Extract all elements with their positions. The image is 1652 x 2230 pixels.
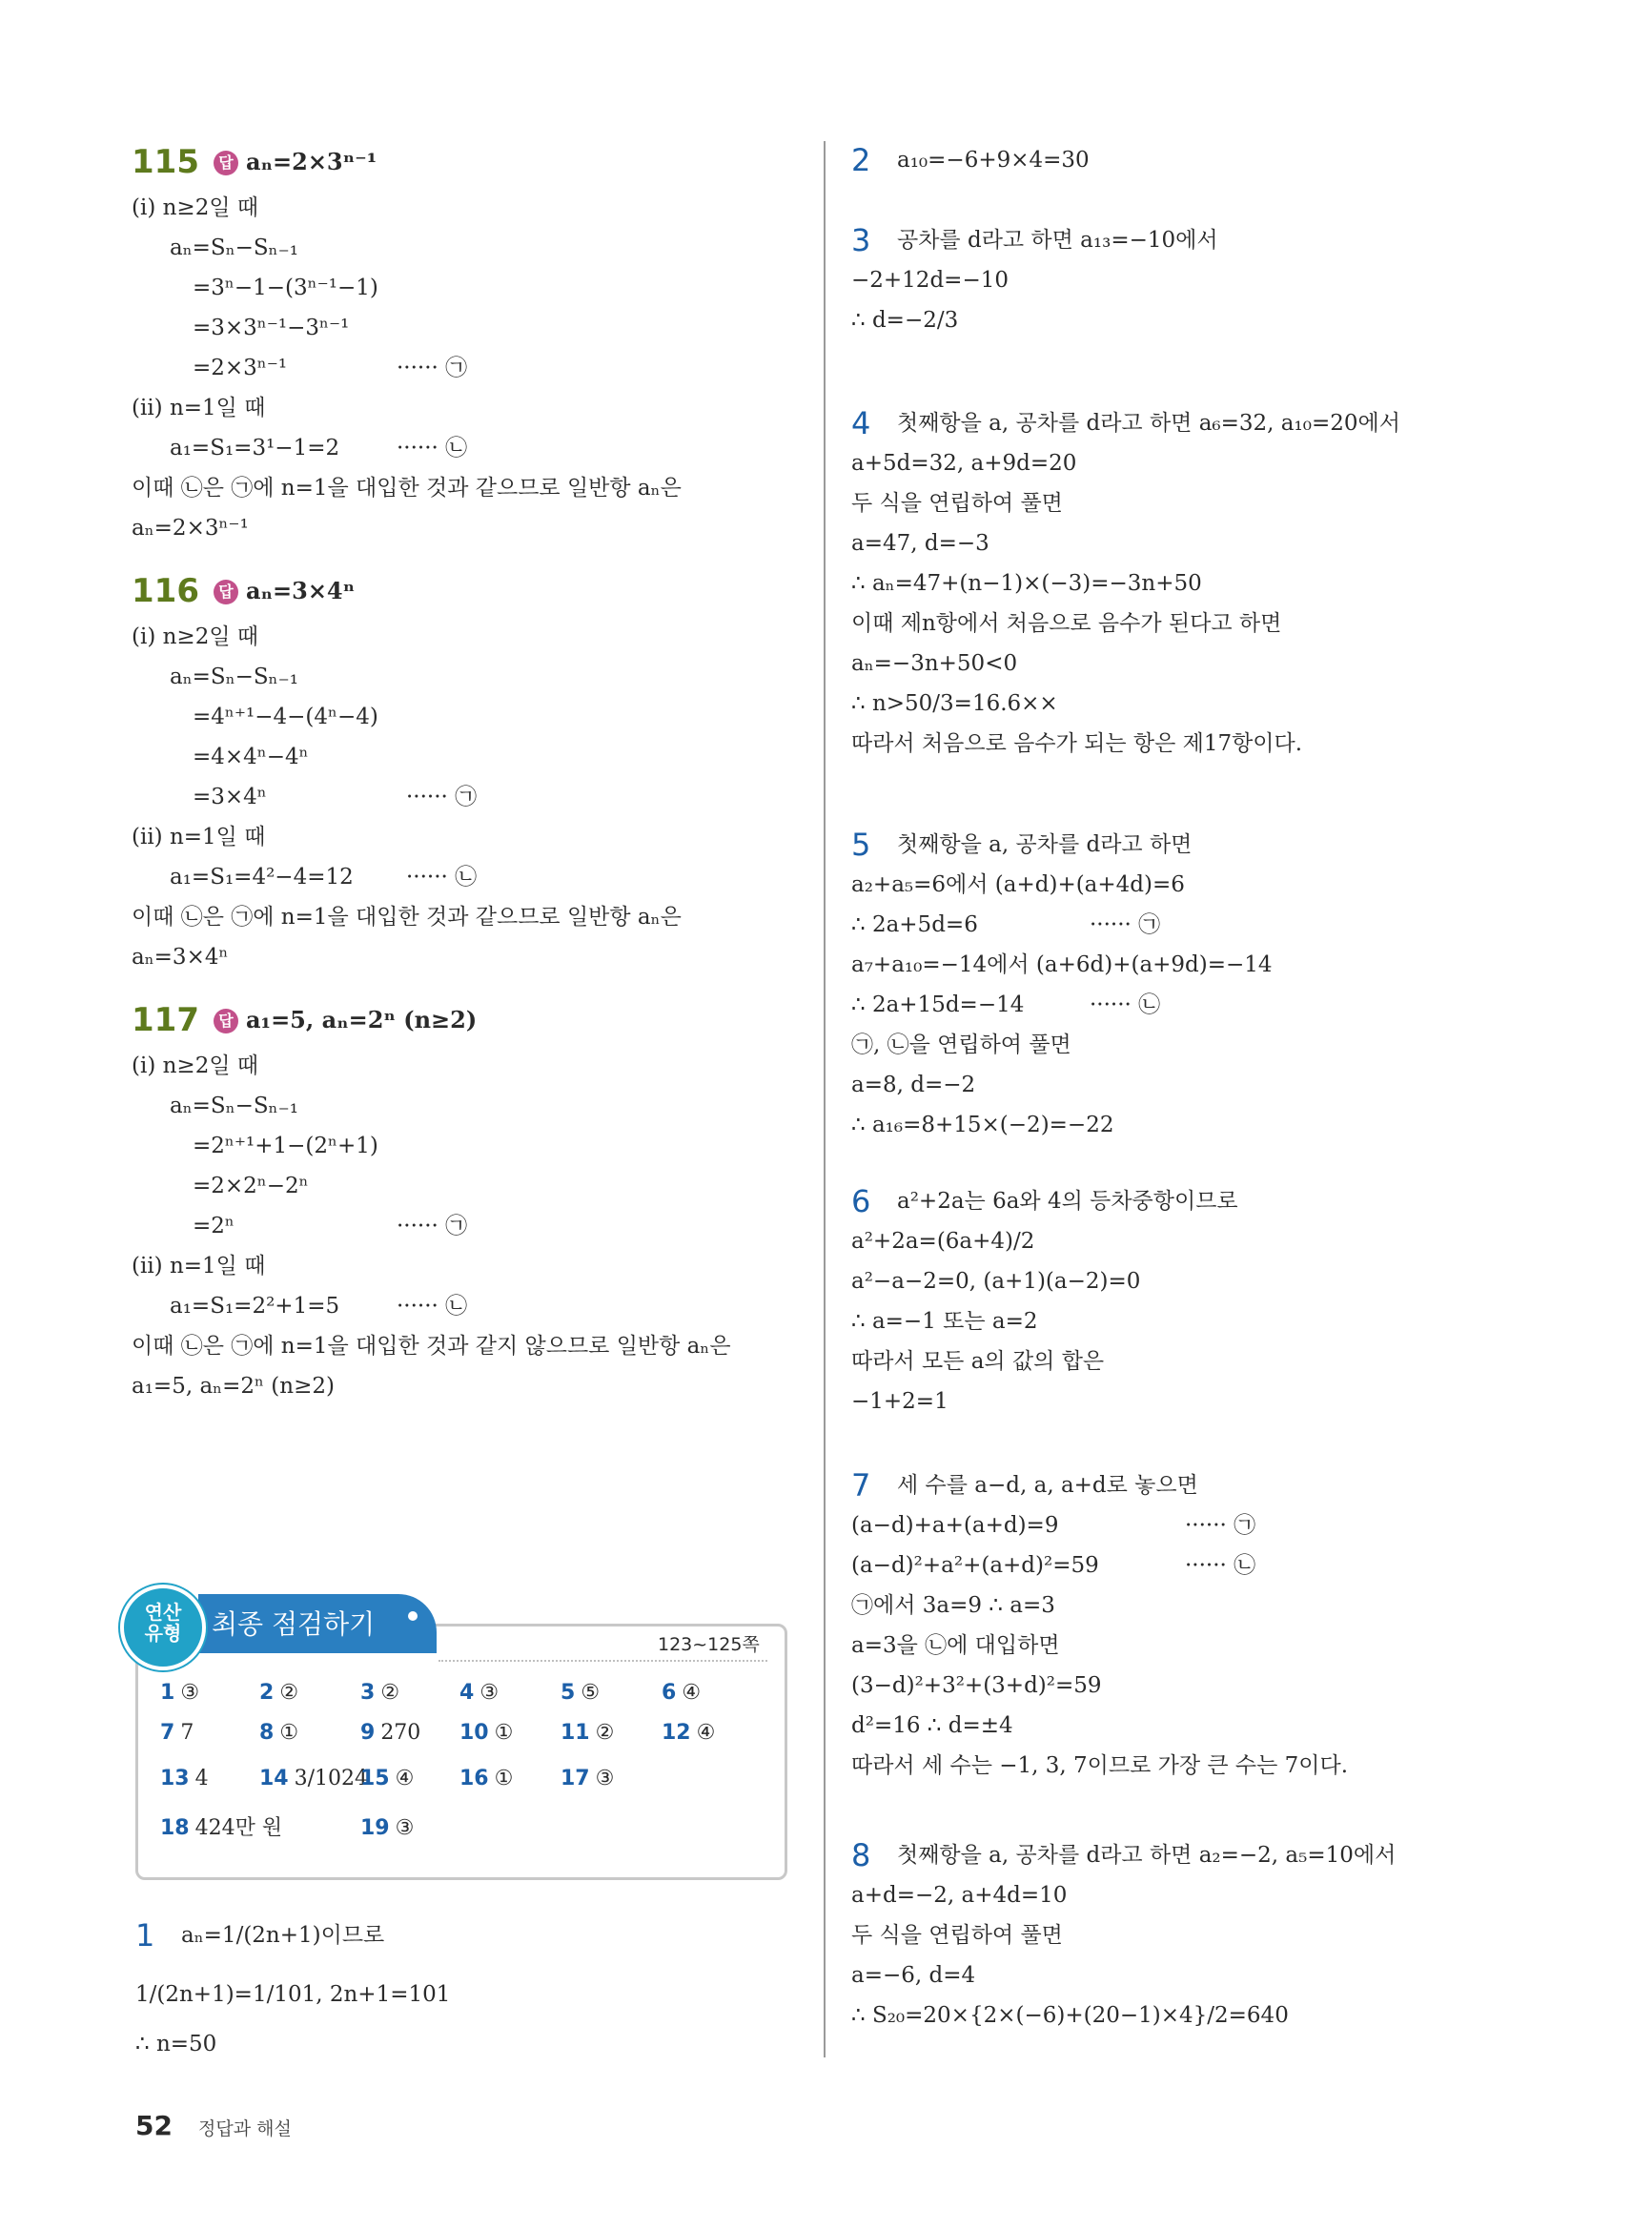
question-line: ㉠, ㉡을 연립하여 풀면 [851, 1033, 1071, 1057]
solution-line: 이때 ㉡은 ㉠에 n=1을 대입한 것과 같으므로 일반항 aₙ은 [132, 476, 682, 501]
question-line: a=8, d=−2 [851, 1073, 976, 1097]
answer-item-value: ③ [479, 1681, 500, 1705]
answer-badge: 답 [214, 1009, 238, 1033]
question-number: 8 [851, 1837, 871, 1873]
question-line: a₁₀=−6+9×4=30 [897, 148, 1090, 173]
answer-item-number: 13 [160, 1767, 190, 1790]
question-line: (3−d)²+3²+(3+d)²=59 [851, 1673, 1102, 1698]
question-line: ∴ 2a+5d=6 [851, 912, 978, 937]
answer-item-number: 6 [662, 1681, 677, 1705]
question-line: a+5d=32, a+9d=20 [851, 451, 1077, 476]
solution-line: =2×2ⁿ−2ⁿ [193, 1174, 309, 1198]
solution-line: =2×3ⁿ⁻¹ [193, 356, 288, 380]
answer-item [561, 1764, 614, 1794]
answer-item-number: 12 [662, 1721, 691, 1745]
question-line: 첫째항을 a, 공차를 d라고 하면 a₂=−2, a₅=10에서 [897, 1843, 1397, 1868]
answer-item-number: 4 [459, 1681, 475, 1705]
question-line: ∴ n>50/3=16.6×× [851, 691, 1058, 716]
problem-number: 117 [132, 1001, 199, 1039]
question-line: ∴ d=−2/3 [851, 308, 959, 333]
tab-dot [408, 1611, 418, 1621]
solution-line: =3×3ⁿ⁻¹−3ⁿ⁻¹ [193, 316, 350, 340]
answer-badge: 답 [214, 151, 238, 175]
question-line: 두 식을 연립하여 풀면 [851, 1923, 1063, 1948]
answer-item-number: 9 [360, 1721, 376, 1745]
answer-item-number: 17 [561, 1767, 590, 1790]
page-number: 52 [135, 2110, 173, 2141]
question-number: 7 [851, 1467, 871, 1504]
answer-item-number: 1 [160, 1681, 175, 1705]
answer-item [561, 1718, 614, 1749]
answer-item [459, 1764, 513, 1794]
solution-line: (ⅱ) n=1일 때 [132, 825, 266, 849]
solution-line: a₁=S₁=2²+1=5 [170, 1294, 340, 1319]
solution-line: aₙ=Sₙ−Sₙ₋₁ [170, 235, 298, 260]
question-line: ∴ aₙ=47+(n−1)×(−3)=−3n+50 [851, 571, 1202, 596]
problem-number: 115 [132, 143, 199, 181]
answer-item-number: 14 [259, 1767, 289, 1790]
question-line: 공차를 d라고 하면 a₁₃=−10에서 [897, 228, 1218, 253]
answer-item-value: ② [279, 1681, 299, 1705]
question-line: a+d=−2, a+4d=10 [851, 1883, 1068, 1908]
solution-line: (ⅰ) n≥2일 때 [132, 195, 259, 220]
answer-item-value: ③ [595, 1767, 615, 1790]
solution-line: a₁=5, aₙ=2ⁿ (n≥2) [132, 1374, 335, 1399]
question-line: ∴ S₂₀=20×{2×(−6)+(20−1)×4}/2=640 [851, 2003, 1289, 2028]
solution-line: (ⅰ) n≥2일 때 [132, 624, 259, 649]
answer-item [360, 1678, 399, 1708]
answer-item-value: ③ [395, 1816, 415, 1840]
equation-mark: ······ ㉡ [1090, 992, 1161, 1017]
section-circle-label: 연산 유형 [144, 1601, 182, 1645]
answer-item-value: ① [494, 1767, 514, 1790]
problem-answer: a₁=5, aₙ=2ⁿ (n≥2) [246, 1006, 478, 1033]
equation-mark: ······ ㉡ [406, 865, 478, 890]
question-line: a²+2a=(6a+4)/2 [851, 1229, 1035, 1254]
answer-item-number: 19 [360, 1816, 390, 1840]
solution-line: =2ⁿ⁺¹+1−(2ⁿ+1) [193, 1134, 378, 1158]
answer-badge: 답 [214, 580, 238, 604]
equation-mark: ······ ㉠ [1090, 912, 1161, 937]
problem-answer: aₙ=3×4ⁿ [246, 577, 356, 604]
answer-item [662, 1678, 701, 1708]
footer-label: 정답과 해설 [198, 2118, 292, 2139]
answer-item [459, 1718, 513, 1749]
answer-item [561, 1678, 600, 1708]
answer-item [160, 1764, 209, 1794]
answer-item-value: 3/1024 [294, 1767, 369, 1790]
answer-item [259, 1678, 298, 1708]
question-line: 세 수를 a−d, a, a+d로 놓으면 [897, 1473, 1198, 1498]
answer-item-value: ④ [682, 1681, 702, 1705]
question-line: 첫째항을 a, 공차를 d라고 하면 a₆=32, a₁₀=20에서 [897, 411, 1400, 436]
answer-item-value: ④ [696, 1721, 716, 1745]
solution-line: aₙ=Sₙ−Sₙ₋₁ [170, 1094, 298, 1118]
question-line: 첫째항을 a, 공차를 d라고 하면 [897, 832, 1193, 857]
problem-number: 116 [132, 572, 199, 610]
question-line: a=−6, d=4 [851, 1963, 976, 1988]
question-line: −2+12d=−10 [851, 268, 1009, 293]
answer-item-value: 4 [194, 1767, 209, 1790]
answer-item-number: 8 [259, 1721, 275, 1745]
question-line: aₙ=−3n+50<0 [851, 651, 1018, 676]
solution-line: (ⅱ) n=1일 때 [132, 1254, 266, 1279]
equation-mark: ······ ㉡ [397, 1294, 468, 1319]
answer-item-value: 270 [380, 1721, 421, 1745]
equation-mark: ······ ㉠ [406, 785, 478, 809]
answer-item [160, 1678, 199, 1708]
answer-item-number: 2 [259, 1681, 275, 1705]
question-line: ∴ a₁₆=8+15×(−2)=−22 [851, 1113, 1114, 1137]
question-number: 4 [851, 405, 871, 441]
question-line: ㉠에서 3a=9 ∴ a=3 [851, 1593, 1055, 1618]
question-line: 따라서 처음으로 음수가 되는 항은 제17항이다. [851, 731, 1303, 756]
solution-line: (ⅱ) n=1일 때 [132, 396, 266, 420]
solution-line: (ⅰ) n≥2일 때 [132, 1054, 259, 1078]
column-divider [824, 141, 826, 2057]
solution-line: 이때 ㉡은 ㉠에 n=1을 대입한 것과 같으므로 일반항 aₙ은 [132, 905, 682, 930]
answer-item-value: ④ [395, 1767, 415, 1790]
answer-item-value: ② [595, 1721, 615, 1745]
equation-mark: ······ ㉠ [397, 356, 468, 380]
final-check-title: 최종 점검하기 [212, 1608, 376, 1640]
answer-item [360, 1813, 414, 1844]
equation-mark: ······ ㉡ [1185, 1553, 1256, 1578]
solution-line: aₙ=2×3ⁿ⁻¹ [132, 516, 249, 541]
equation-mark: ······ ㉠ [1185, 1513, 1256, 1538]
question-line: (a−d)²+a²+(a+d)²=59 [851, 1553, 1099, 1578]
answer-item-value: ① [279, 1721, 299, 1745]
solution-line: =4×4ⁿ−4ⁿ [193, 745, 309, 769]
question-line: a₇+a₁₀=−14에서 (a+6d)+(a+9d)=−14 [851, 952, 1273, 977]
solution-line: 이때 ㉡은 ㉠에 n=1을 대입한 것과 같지 않으므로 일반항 aₙ은 [132, 1334, 731, 1359]
equation-mark: ······ ㉠ [397, 1214, 468, 1238]
answer-item-value: ⑤ [581, 1681, 601, 1705]
answer-item [160, 1813, 282, 1844]
question-line: 이때 제n항에서 처음으로 음수가 된다고 하면 [851, 611, 1282, 636]
question-line: 두 식을 연립하여 풀면 [851, 491, 1063, 516]
dotted-divider [438, 1660, 767, 1662]
answer-item-number: 7 [160, 1721, 175, 1745]
solution-line: =3×4ⁿ [193, 785, 267, 809]
question-number: 6 [851, 1183, 871, 1219]
question-line: a²−a−2=0, (a+1)(a−2)=0 [851, 1269, 1141, 1294]
equation-mark: ······ ㉡ [397, 436, 468, 460]
page-range: 123~125쪽 [658, 1634, 760, 1655]
question-line: ∴ a=−1 또는 a=2 [851, 1309, 1038, 1334]
solution-line: =3ⁿ−1−(3ⁿ⁻¹−1) [193, 276, 378, 300]
answer-item-value: ② [380, 1681, 400, 1705]
answer-item [459, 1678, 499, 1708]
answer-item-number: 5 [561, 1681, 576, 1705]
question-number: 1 [135, 1917, 155, 1954]
problem-answer: aₙ=2×3ⁿ⁻¹ [246, 148, 377, 175]
answer-item-number: 16 [459, 1767, 489, 1790]
question-line: ∴ n=50 [135, 2032, 217, 2056]
question-number: 2 [851, 142, 871, 178]
answer-item-value: ① [494, 1721, 514, 1745]
answer-item [662, 1718, 715, 1749]
solution-line: aₙ=Sₙ−Sₙ₋₁ [170, 665, 298, 689]
question-line: aₙ=1/(2n+1)이므로 [181, 1923, 385, 1948]
solution-line: aₙ=3×4ⁿ [132, 945, 229, 970]
question-number: 5 [851, 827, 871, 863]
question-line: 따라서 모든 a의 값의 합은 [851, 1349, 1105, 1374]
question-line: 1/(2n+1)=1/101, 2n+1=101 [135, 1982, 451, 2007]
question-number: 3 [851, 222, 871, 258]
answer-item [360, 1718, 420, 1749]
answer-item [360, 1764, 414, 1794]
solution-line: a₁=S₁=3¹−1=2 [170, 436, 340, 460]
question-line: ∴ 2a+15d=−14 [851, 992, 1025, 1017]
solution-line: a₁=S₁=4²−4=12 [170, 865, 354, 890]
answer-item [259, 1718, 298, 1749]
answer-item-value: 424만 원 [194, 1816, 283, 1840]
answer-item [259, 1764, 368, 1794]
answer-item-number: 11 [561, 1721, 590, 1745]
question-line: a²+2a는 6a와 4의 등차중항이므로 [897, 1189, 1238, 1214]
question-line: a=3을 ㉡에 대입하면 [851, 1633, 1060, 1658]
question-line: d²=16 ∴ d=±4 [851, 1713, 1013, 1738]
question-line: (a−d)+a+(a+d)=9 [851, 1513, 1059, 1538]
answer-item-number: 15 [360, 1767, 390, 1790]
answer-item [160, 1718, 194, 1749]
solution-line: =2ⁿ [193, 1214, 235, 1238]
question-line: 따라서 세 수는 −1, 3, 7이므로 가장 큰 수는 7이다. [851, 1753, 1349, 1778]
answer-item-number: 3 [360, 1681, 376, 1705]
question-line: a=47, d=−3 [851, 531, 989, 556]
answer-item-value: ③ [180, 1681, 200, 1705]
question-line: −1+2=1 [851, 1389, 948, 1414]
answer-item-value: 7 [180, 1721, 194, 1745]
answer-item-number: 18 [160, 1816, 190, 1840]
answer-item-number: 10 [459, 1721, 489, 1745]
solution-line: =4ⁿ⁺¹−4−(4ⁿ−4) [193, 705, 378, 729]
question-line: a₂+a₅=6에서 (a+d)+(a+4d)=6 [851, 872, 1185, 897]
